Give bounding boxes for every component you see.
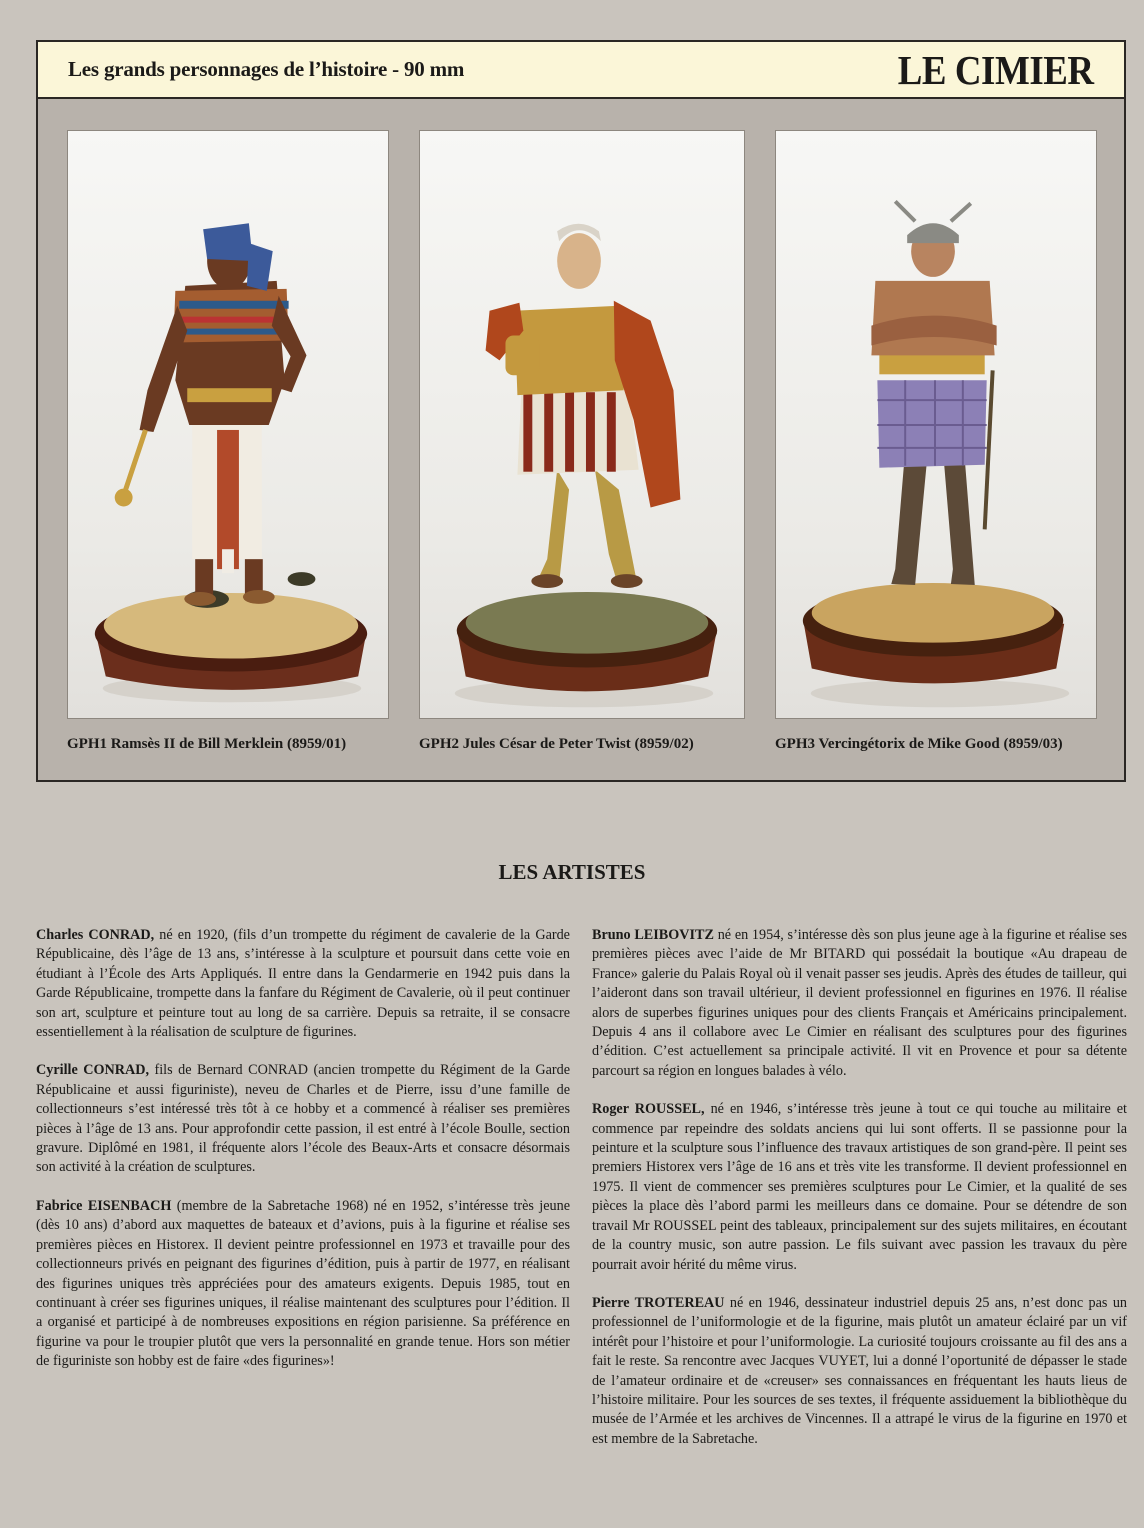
header-bar (38, 42, 1124, 99)
series-subtitle: Les grands personnages de l’histoire - 90 mm (68, 57, 465, 81)
cesar-figure-image (420, 131, 744, 718)
caption-cesar: GPH2 Jules César de Peter Twist (8959/02) (419, 736, 694, 752)
artist-text: fils de Bernard CONRAD (ancien trompette du Régiment de la Garde Républicaine et aussi figuriniste), neveu de Charles et de Pierre, issu d’une famille de collectionneurs s’est intéressé très tôt à ce hobby et a commencé à réaliser ses premières pièces à l’âge de 13 ans. Pour approfondir cette passion, il est entré à l’école Boulle, section gravure. Diplômé en 1981, il fréquente alors l’école des Beaux-Arts et consacre désormais son activité à la création de sculptures. (36, 1062, 571, 1176)
artist-name: Bruno LEIBOVITZ (592, 927, 714, 943)
vercingetorix-figure-image (776, 131, 1096, 718)
artist-name: Cyrille CONRAD, (36, 1062, 150, 1079)
artist-bio (36, 1061, 570, 1177)
artist-bio (36, 926, 570, 1042)
artists-right-column (592, 926, 1127, 1468)
figures-panel (36, 40, 1126, 782)
artist-text: né en 1946, dessinateur industriel depuis 25 ans, n’est donc pas un professionnel de l’uniformologie et de la figurine, mais plutôt un amateur éclairé par un vif intérêt pour l’histoire et pour l’uniformologie. La curiosité toujours croissante au fil des ans a fait le reste. Sa rencontre avec Jacques VUYET, lui a donné l’oportunité de dépasser le stade de l’amateur ordinaire et de «creuser» ses connaissances en fréquentant les hauts lieus de l’histoire militaire. Pour les sources de ses textes, il fréquente assiduement la bibliothèque du musée de l’Armée et les archives de Vincennes. Il a attrapé le virus de la figurine en 1970 et est membre de la Sabretache. (592, 1294, 1128, 1447)
artist-bio (592, 1294, 1127, 1449)
caption-vercingetorix: GPH3 Vercingétorix de Mike Good (8959/03) (775, 736, 1063, 752)
section-title: LES ARTISTES (498, 860, 646, 884)
artist-bio (36, 1197, 570, 1372)
artist-text: né en 1946, s’intéresse très jeune à tout ce qui touche au militaire et commence par repeindre des soldats anciens qui lui sont offerts. Il se passionne pour la peinture et la sculpture sous l’influence des travaux artistiques de son grand-père. Il peint ses premiers Historex vers l’âge de 16 ans et très vite les transforme. Il devient professionnel en 1975. Il vient de commencer ses premières sculptures pour Le Cimier, et la qualité de ses pièces la place dès l’abord parmi les meilleurs dans ce domaine. Pour se détendre de son travail Mr ROUSSEL peint des tableaux, principalement sur des sujets militaires, en écoutant de la country music, son autre passion. Le fils suivant avec passion les travaux du père pourrait avoir hérité du même virus. (592, 1101, 1127, 1273)
artist-bio (592, 926, 1127, 1081)
artist-text: (membre de la Sabretache 1968) né en 1952, s’intéresse très jeune (dès 10 ans) d’abord aux maquettes de bateaux et d’avions, puis à la figurine et réalise ses premières pièces en Historex. Il devient peintre professionnel en 1973 et travaille pour des collectionneurs privés en peignant des figurines d’édition, puis à partir de 1977, en réalisant des figurines uniques très appréciées pour des amateurs exigents. Depuis 1985, tout en continuant à créer ses figurines uniques, il réalise maintenant des sculptures pour l’édition. Il a organisé et participé à de nombreuses expositions en région parisienne. Sa préférence en figurine va pour le troupier plutôt que vers la personnalité en grande tenue. Hors son métier de figuriniste son hobby est de faire «des figurines»! (36, 1197, 570, 1370)
artist-text: né en 1954, s’intéresse dès son plus jeune age à la figurine et réalise ses premières pièces avec l’aide de Mr BITARD qui possédait la boutique «Au drapeau de France» galerie du Palais Royal où il venait passer ses jeudis. Après des études de tailleur, qui l’aideront dans son travail ultérieur, il devient professionnel en figurines en 1976. Il réalise alors de superbes figurines uniques pour des clients Français et Américains principalement. Depuis 4 ans il collabore avec Le Cimier en réalisant des sculptures pour des figurines d’édition. C’est actuellement sa principale activité. Il vit en Provence et pour sa détente parcourt sa région en longues balades à vélo. (592, 927, 1127, 1079)
brand-logo-text: LE CIMIER (898, 47, 1094, 93)
artist-bio (592, 1100, 1127, 1275)
caption-ramses: GPH1 Ramsès II de Bill Merklein (8959/01) (67, 736, 347, 752)
artist-name: Roger ROUSSEL, (592, 1101, 705, 1118)
artist-text: né en 1920, (fils d’un trompette du régiment de cavalerie de la Garde Républicaine, dès l’âge de 13 ans, s’intéresse à la sculpture et poursuit dans cette voie en étudiant à l’École des Arts Appliqués. Il entre dans la Gendarmerie en 1942 puis dans la Garde Républicaine, trompette dans la fanfare du Régiment de Cavalerie, où il peut continuer son art, sculpture et peinture tout au long de sa carrière. Depuis sa retraite, il se consacre essentiellement à la réalisation de sculpture de figurines. (36, 927, 570, 1041)
ramses-figure-image (68, 131, 388, 718)
artists-left-column (36, 926, 570, 1391)
artist-name: Charles CONRAD, (36, 927, 155, 943)
artist-name: Fabrice EISENBACH (36, 1197, 172, 1214)
photo-ramses (67, 130, 389, 719)
photo-cesar (419, 130, 745, 719)
artist-name: Pierre TROTEREAU (592, 1294, 725, 1311)
photo-vercingetorix (775, 130, 1097, 719)
